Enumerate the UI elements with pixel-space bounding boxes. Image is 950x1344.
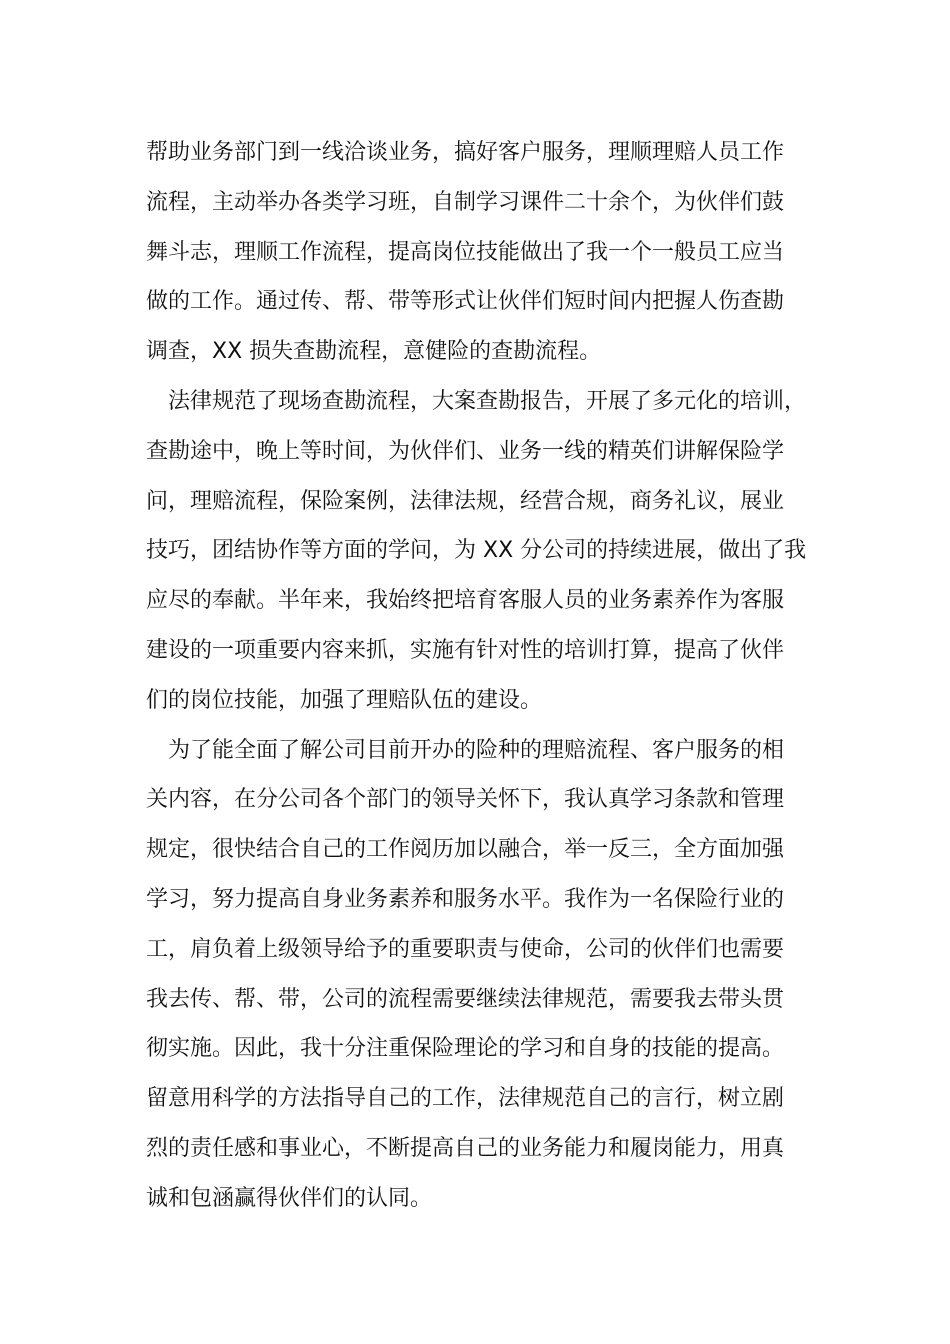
paragraph-1-line-2: 流程，主动举办各类学习班，自制学习课件二十余个，为伙伴们鼓 [146, 189, 785, 215]
paragraph-2-line-3: 问，理赔流程，保险案例，法律法规，经营合规，商务礼议，展业 [146, 488, 785, 514]
paragraph-3-line-6: 我去传、帮、带，公司的流程需要继续法律规范，需要我去带头贯 [146, 986, 785, 1012]
paragraph-3-line-3: 规定，很快结合自己的工作阅历加以融合，举一反三，全方面加强 [146, 837, 785, 863]
paragraph-3-line-4: 学习，努力提高自身业务素养和服务水平。我作为一名保险行业的 [146, 886, 785, 912]
paragraph-3-line-5: 工，肩负着上级领导给予的重要职责与使命，公司的伙伴们也需要 [146, 936, 785, 962]
paragraph-2-line-5: 应尽的奉献。半年来，我始终把培育客服人员的业务素养作为客服 [146, 588, 785, 614]
paragraph-2-line-7: 们的岗位技能，加强了理赔队伍的建设。 [146, 687, 543, 713]
paragraph-3-line-10: 诚和包涵赢得伙伴们的认同。 [146, 1185, 433, 1211]
paragraph-1-line-4: 做的工作。通过传、帮、带等形式让伙伴们短时间内把握人伤查勘 [146, 289, 785, 315]
paragraph-2-line-4: 技巧，团结协作等方面的学问，为 XX 分公司的持续进展，做出了我 [146, 538, 807, 564]
paragraph-3-line-8: 留意用科学的方法指导自己的工作，法律规范自己的言行，树立剧 [146, 1086, 785, 1112]
paragraph-3-line-7: 彻实施。因此，我十分注重保险理论的学习和自身的技能的提高。 [146, 1036, 785, 1062]
paragraph-1-line-3: 舞斗志，理顺工作流程，提高岗位技能做出了我一个一般员工应当 [146, 239, 785, 265]
paragraph-3-line-9: 烈的责任感和事业心，不断提高自己的业务能力和履岗能力，用真 [146, 1135, 785, 1161]
paragraph-2-line-1: 法律规范了现场查勘流程，大案查勘报告，开展了多元化的培训， [168, 388, 807, 414]
paragraph-1-line-1: 帮助业务部门到一线洽谈业务，搞好客户服务，理顺理赔人员工作 [146, 140, 785, 165]
paragraph-2-line-2: 查勘途中，晚上等时间，为伙伴们、业务一线的精英们讲解保险学 [146, 438, 785, 464]
document-body [146, 128, 846, 1224]
paragraph-1-line-5: 调查，XX 损失查勘流程，意健险的查勘流程。 [146, 339, 602, 365]
paragraph-3-line-1: 为了能全面了解公司目前开办的险种的理赔流程、客户服务的相 [168, 737, 785, 763]
paragraph-3-line-2: 关内容，在分公司各个部门的领导关怀下，我认真学习条款和管理 [146, 787, 785, 813]
paragraph-2-line-6: 建设的一项重要内容来抓，实施有针对性的培训打算，提高了伙伴 [146, 637, 785, 663]
